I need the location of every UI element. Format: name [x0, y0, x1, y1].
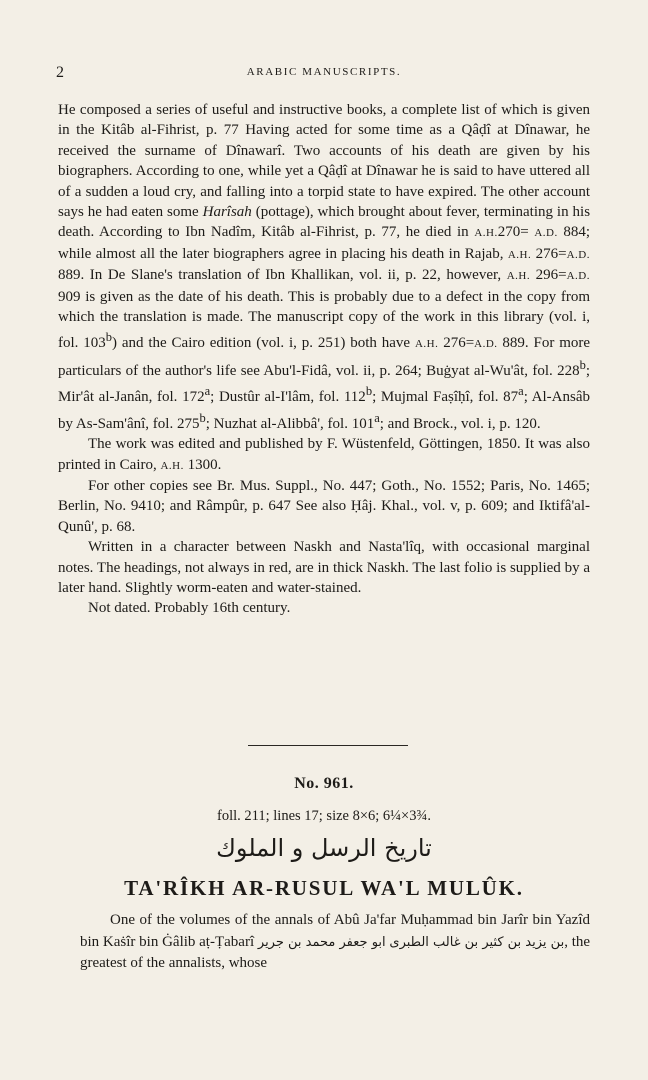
- text-line: 889. In De Slane's translation of: [58, 267, 260, 284]
- text-line: have expired. The other account says he had eaten some: [58, 183, 591, 221]
- paragraph-author-biography: [58, 100, 590, 434]
- text-fragment: ; Mujmal Faṣîḥî,: [372, 389, 474, 406]
- era-abbreviation: A.D.: [566, 248, 590, 261]
- text-line: 909 is given as: [58, 288, 151, 305]
- text-line: 101: [351, 415, 375, 432]
- text-line: life see Abu'l-Fidâ, vol. ii, p. 264; Buġyat al-Wu'ât, fol. 228: [216, 362, 580, 379]
- text-line: Not dated. Probably 16th century.: [88, 600, 291, 617]
- arabic-title: تاريخ الرسل و الملوك: [216, 834, 432, 862]
- text-line: Written in a character between Naskh and Nasta'lîq, with: [88, 539, 459, 556]
- text-line: in thick Naskh. The last folio is supplied by a later hand. Slightly: [58, 559, 591, 596]
- section-divider: [248, 745, 408, 746]
- paragraph-editions: [58, 434, 590, 476]
- text-fragment: 276=: [535, 245, 567, 262]
- text-line: from which the translation is made. The manuscript copy of the: [58, 288, 591, 326]
- text-line: According to one, while yet a Qâḍî at Dînawar he is said to have: [135, 163, 526, 180]
- text-line: 889. For more particulars of the author's: [58, 335, 591, 379]
- folio-side: b: [105, 330, 113, 345]
- text-line: Ḥâj. Khal., vol. v, p. 609; and Iktifâ'al-Qunû', p. 68.: [58, 498, 590, 535]
- era-abbreviation: A.H.: [506, 270, 531, 283]
- page-number: 2: [56, 64, 64, 81]
- folio-side: a: [204, 384, 211, 399]
- text-line: both have: [350, 335, 411, 352]
- text-fragment: , the greatest of the annalists, whose: [80, 933, 591, 971]
- text-line: 884; while almost all the later biographers agree in placing his: [58, 224, 591, 262]
- text-line: Dînawarî. Two accounts of his death are given by his biographers.: [58, 142, 590, 180]
- text-fragment: 296=: [535, 267, 567, 284]
- text-fragment: ) and the Cairo edition (vol. i, p. 251): [112, 335, 346, 352]
- text-line: death in Rajab,: [411, 245, 504, 262]
- text-line: Mir'ât al-Janân, fol. 172: [58, 389, 205, 406]
- arabic-name: ابو جعفر محمد بن جرير: [257, 934, 386, 950]
- text-line: Jarîr bin Yazîd bin Kaṡîr bin Ġâlib aṭ-Ṭabarî: [80, 912, 590, 950]
- text-line: Ibn Khallikan, vol. ii, p. 22, however,: [265, 267, 502, 284]
- entry-title: TA'RÎKH AR-RUSUL WA'L MULÛK.: [124, 876, 524, 900]
- text-line: One of the volumes of the annals of Abû Ja'far Muḥammad bin: [110, 912, 497, 928]
- text-line: of which is given in the Kitâb al-Fihrist, p. 77 Having acted for: [58, 102, 591, 139]
- era-abbreviation: A.H.: [507, 248, 532, 261]
- entry-number: No. 961.: [294, 775, 354, 792]
- era-abbreviation: A.H.: [160, 459, 184, 472]
- text-line: uttered all of a sudden a loud cry, and falling into a torpid state to: [58, 163, 590, 200]
- text-line: 1850. It was also printed in Cairo,: [58, 436, 591, 473]
- folio-side: b: [579, 357, 586, 372]
- text-line: According to Ibn Nadîm, Kitâb al-Fihrist, p. 77, he died in: [99, 224, 469, 241]
- text-line: He composed a series of useful and instructive books, a complete list: [58, 102, 480, 118]
- arabic-name: بن يزيد بن كثير بن غالب الطبرى: [389, 934, 565, 950]
- text-fragment: 1300.: [187, 456, 222, 473]
- paragraph-other-copies: [58, 476, 590, 537]
- era-abbreviation: A.H.: [414, 338, 439, 351]
- folio-side: a: [374, 410, 380, 425]
- text-line: fol. 87: [478, 389, 519, 406]
- text-fragment: ; and Brock., vol. i, p. 120.: [379, 415, 541, 432]
- text-fragment: 276=: [443, 335, 475, 352]
- text-fragment: ; Dustûr al-I'lâm, fol. 112: [210, 389, 366, 406]
- running-head: ARABIC MANUSCRIPTS.: [246, 66, 402, 78]
- era-abbreviation: A.H.: [474, 227, 498, 240]
- main-text: [58, 100, 590, 619]
- italic-term: Harîsah: [202, 204, 252, 221]
- text-line: work in this library (vol. i, fol. 103: [58, 309, 591, 352]
- paragraph-date: [58, 598, 590, 618]
- paragraph-description: [58, 537, 590, 598]
- text-line: Paris, No. 1465; Berlin, No. 9410; and Râmpûr, p. 647 See also: [58, 477, 591, 515]
- entry-text: [80, 910, 590, 975]
- era-abbreviation: A.D.: [534, 227, 558, 240]
- text-line: For other copies see Br. Mus. Suppl., No. 447; Goth., No. 1552;: [88, 477, 486, 494]
- text-line: occasional marginal notes. The headings, not always in red, are: [58, 539, 591, 576]
- page-header: [56, 64, 592, 84]
- entry-physical-description: foll. 211; lines 17; size 8×6; 6¼×3¾.: [217, 808, 431, 824]
- text-line: the date of his death. This is probably due to a defect in the copy: [155, 288, 557, 305]
- text-line: worm-eaten and water-stained.: [176, 579, 362, 596]
- text-line: The work was edited and published by F. Wüstenfeld, Göttingen,: [88, 436, 483, 453]
- text-line: some time as a Qâḍî at Dînawar, he received the surname of: [58, 122, 590, 159]
- paragraph-entry-intro: [80, 910, 590, 975]
- folio-side: b: [199, 410, 206, 425]
- folio-side: b: [365, 384, 373, 399]
- text-fragment: ; Al-Ansâb by As-Sam'ânî, fol. 275: [58, 389, 591, 432]
- text-line: (pottage), which brought about fever, terminating in his death.: [58, 204, 591, 241]
- text-fragment: 270=: [497, 224, 529, 241]
- era-abbreviation: A.D.: [474, 338, 498, 351]
- text-fragment: ; Nuzhat al-Alibbâ', fol.: [205, 415, 348, 432]
- era-abbreviation: A.D.: [566, 270, 590, 283]
- folio-side: a: [518, 384, 524, 399]
- text-fragment: ;: [585, 362, 591, 379]
